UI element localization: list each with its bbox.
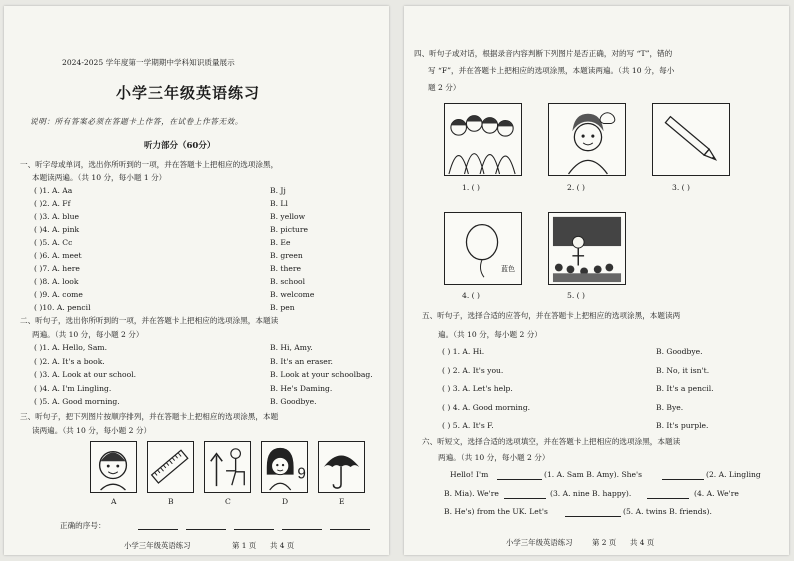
answer-blank-3[interactable] bbox=[234, 529, 274, 530]
s2-item-1-option-a: ( )1. A. Hello, Sam. bbox=[34, 343, 108, 352]
section3-heading: 三、听句子，把下列图片按顺序排列，并在答题卡上把相应的选项涂黑，本题 bbox=[20, 412, 279, 421]
passage-text-3a: B. He's) from the UK. Let's bbox=[444, 507, 548, 516]
s1-item-7-option-a: ( )7. A. here bbox=[34, 264, 80, 273]
s5-item-3-option-a: ( ) 3. A. Let's help. bbox=[442, 384, 513, 393]
svg-text:9: 9 bbox=[297, 465, 306, 483]
section6-heading-2: 两遍。（共 10 分，每小题 2 分） bbox=[438, 453, 550, 462]
s5-item-2-option-a: ( ) 2. A. It's you. bbox=[442, 365, 504, 375]
s1-item-2-option-b: B. Ll bbox=[270, 199, 288, 208]
instructions-note: 说明：所有答案必须在答题卡上作答，在试卷上作答无效。 bbox=[30, 117, 244, 126]
ruler-picture bbox=[147, 441, 194, 493]
section5-heading-2: 遍。（共 10 分，每小题 2 分） bbox=[438, 330, 542, 339]
listening-part-title: 听力部分（60分） bbox=[144, 141, 216, 151]
s5-item-5-option-a: ( ) 5. A. It's F. bbox=[442, 421, 494, 430]
section3-heading-2: 读两遍。（共 10 分，每小题 2 分） bbox=[32, 426, 152, 435]
answer-blank-5[interactable] bbox=[330, 529, 370, 530]
answer-blank-4[interactable] bbox=[282, 529, 322, 530]
s1-item-2-option-a: ( )2. A. Ff bbox=[34, 199, 71, 208]
passage-blank-1[interactable] bbox=[497, 479, 542, 480]
classroom-picture bbox=[548, 212, 626, 285]
group-of-children-picture bbox=[444, 103, 522, 176]
section1-heading: 一、听字母或单词，选出你所听到的一项，并在答题卡上把相应的选项涂黑， bbox=[20, 160, 279, 169]
s1-item-6-option-b: B. green bbox=[270, 251, 303, 260]
picture-letter-d: D bbox=[282, 497, 289, 506]
s5-item-1-option-a: ( ) 1. A. Hi. bbox=[442, 347, 485, 356]
page-title: 小学三年级英语练习 bbox=[116, 84, 261, 102]
picture-letter-c: C bbox=[225, 497, 231, 506]
picture-letter-b: B bbox=[168, 497, 174, 506]
s1-item-4-option-b: B. picture bbox=[270, 225, 309, 234]
s4-label-1: 1. ( ) bbox=[462, 183, 480, 192]
s1-item-3-option-a: ( )3. A. blue bbox=[34, 212, 79, 221]
s5-item-5-option-b: B. It's purple. bbox=[656, 421, 709, 430]
s4-label-4: 4. ( ) bbox=[462, 291, 480, 300]
left-page bbox=[4, 6, 389, 555]
girl-cook-picture bbox=[548, 103, 626, 176]
footer-page: 第 1 页 bbox=[232, 541, 257, 550]
s1-item-8-option-b: B. school bbox=[270, 277, 306, 286]
s2-item-5-option-b: B. Goodbye. bbox=[270, 397, 317, 407]
s1-item-1-option-a: ( )1. A. Aa bbox=[34, 186, 73, 195]
footer-name: 小学三年级英语练习 bbox=[124, 541, 191, 550]
s1-item-8-option-a: ( )8. A. look bbox=[34, 277, 79, 286]
passage-text-2b: (3. A. nine B. happy). bbox=[550, 489, 632, 498]
section4-heading: 四、听句子或对话，根据录音内容判断下列图片是否正确，对的写 “T”，错的 bbox=[414, 49, 673, 58]
s1-item-5-option-b: B. Ee bbox=[270, 238, 291, 247]
s1-item-10-option-a: ( )10. A. pencil bbox=[34, 303, 91, 312]
passage-blank-4[interactable] bbox=[647, 498, 689, 499]
s1-item-6-option-a: ( )6. A. meet bbox=[34, 251, 82, 260]
s5-item-2-option-b: B. No, it isn't. bbox=[656, 365, 710, 375]
balloon-color-text: 蓝色 bbox=[501, 265, 515, 273]
exam-header: 2024-2025 学年度第一学期期中学科知识质量展示 bbox=[62, 58, 235, 67]
picture-letter-a: A bbox=[111, 497, 117, 506]
passage-blank-3[interactable] bbox=[504, 498, 546, 499]
section4-heading-3: 题 2 分） bbox=[428, 83, 461, 92]
passage-text-1a: Hello! I'm bbox=[450, 470, 489, 479]
section2-heading: 二、听句子，选出你所听到的一项，并在答题卡上把相应的选项涂黑，本题读 bbox=[20, 316, 279, 325]
s1-item-10-option-b: B. pen bbox=[270, 303, 295, 312]
passage-blank-2[interactable] bbox=[662, 479, 704, 480]
s5-item-4-option-a: ( ) 4. A. Good morning. bbox=[442, 402, 531, 412]
section4-heading-2: 写 “F”，并在答题卡上把相应的选项涂黑，本题读两遍。（共 10 分，每小 bbox=[428, 66, 675, 75]
blue-balloon-picture bbox=[444, 212, 522, 285]
answer-blank-1[interactable] bbox=[138, 529, 178, 530]
section2-heading-2: 两遍。（共 10 分，每小题 2 分） bbox=[32, 330, 144, 339]
s2-item-1-option-b: B. Hi, Amy. bbox=[270, 343, 313, 352]
s1-item-7-option-b: B. there bbox=[270, 264, 301, 273]
s1-item-1-option-b: B. Jj bbox=[270, 186, 286, 195]
boy-face-picture bbox=[90, 441, 137, 493]
footer-total: 共 4 页 bbox=[270, 541, 295, 550]
section5-heading: 五、听句子，选择合适的应答句，并在答题卡上把相应的选项涂黑，本题读两 bbox=[422, 311, 681, 320]
s2-item-3-option-b: B. Look at your schoolbag. bbox=[270, 370, 373, 380]
s2-item-3-option-a: ( )3. A. Look at our school. bbox=[34, 370, 137, 380]
s2-item-2-option-b: B. It's an eraser. bbox=[270, 356, 333, 366]
s1-item-4-option-a: ( )4. A. pink bbox=[34, 225, 80, 234]
passage-text-2c: (4. A. We're bbox=[694, 489, 739, 498]
picture-letter-e: E bbox=[339, 497, 345, 506]
section6-heading: 六、听短文，选择合适的选项填空，并在答题卡上把相应的选项涂黑，本题读 bbox=[422, 437, 681, 446]
umbrella-picture bbox=[318, 441, 365, 493]
s2-item-4-option-a: ( )4. A. I'm Lingling. bbox=[34, 383, 112, 393]
s2-item-5-option-a: ( )5. A. Good morning. bbox=[34, 397, 120, 407]
s2-item-4-option-b: B. He's Daming. bbox=[270, 383, 333, 393]
s1-item-9-option-a: ( )9. A. come bbox=[34, 290, 83, 299]
sit-down-picture bbox=[204, 441, 251, 493]
s5-item-4-option-b: B. Bye. bbox=[656, 402, 684, 412]
footer-total: 共 4 页 bbox=[630, 538, 655, 547]
footer-name: 小学三年级英语练习 bbox=[506, 538, 573, 547]
order-label: 正确的序号： bbox=[60, 521, 106, 530]
pencil-picture bbox=[652, 103, 730, 176]
passage-text-1c: (2. A. Lingling bbox=[706, 470, 761, 479]
s4-label-5: 5. ( ) bbox=[567, 291, 585, 300]
s1-item-5-option-a: ( )5. A. Cc bbox=[34, 238, 73, 247]
s5-item-1-option-b: B. Goodbye. bbox=[656, 347, 703, 356]
passage-text-3b: (5. A. twins B. friends). bbox=[623, 507, 712, 516]
passage-text-2a: B. Mia). We're bbox=[444, 489, 499, 498]
passage-blank-5[interactable] bbox=[565, 516, 621, 517]
girl-nine-picture bbox=[261, 441, 308, 493]
s1-item-3-option-b: B. yellow bbox=[270, 212, 306, 221]
footer-page: 第 2 页 bbox=[592, 538, 617, 547]
answer-blank-2[interactable] bbox=[186, 529, 226, 530]
section1-heading-2: 本题读两遍。（共 10 分，每小题 1 分） bbox=[32, 173, 167, 182]
s1-item-9-option-b: B. welcome bbox=[270, 290, 315, 299]
s5-item-3-option-b: B. It's a pencil. bbox=[656, 384, 714, 393]
s4-label-3: 3. ( ) bbox=[672, 183, 690, 192]
passage-text-1b: (1. A. Sam B. Amy). She's bbox=[544, 470, 643, 479]
s2-item-2-option-a: ( )2. A. It's a book. bbox=[34, 356, 105, 366]
right-page bbox=[404, 6, 789, 555]
s4-label-2: 2. ( ) bbox=[567, 183, 585, 192]
